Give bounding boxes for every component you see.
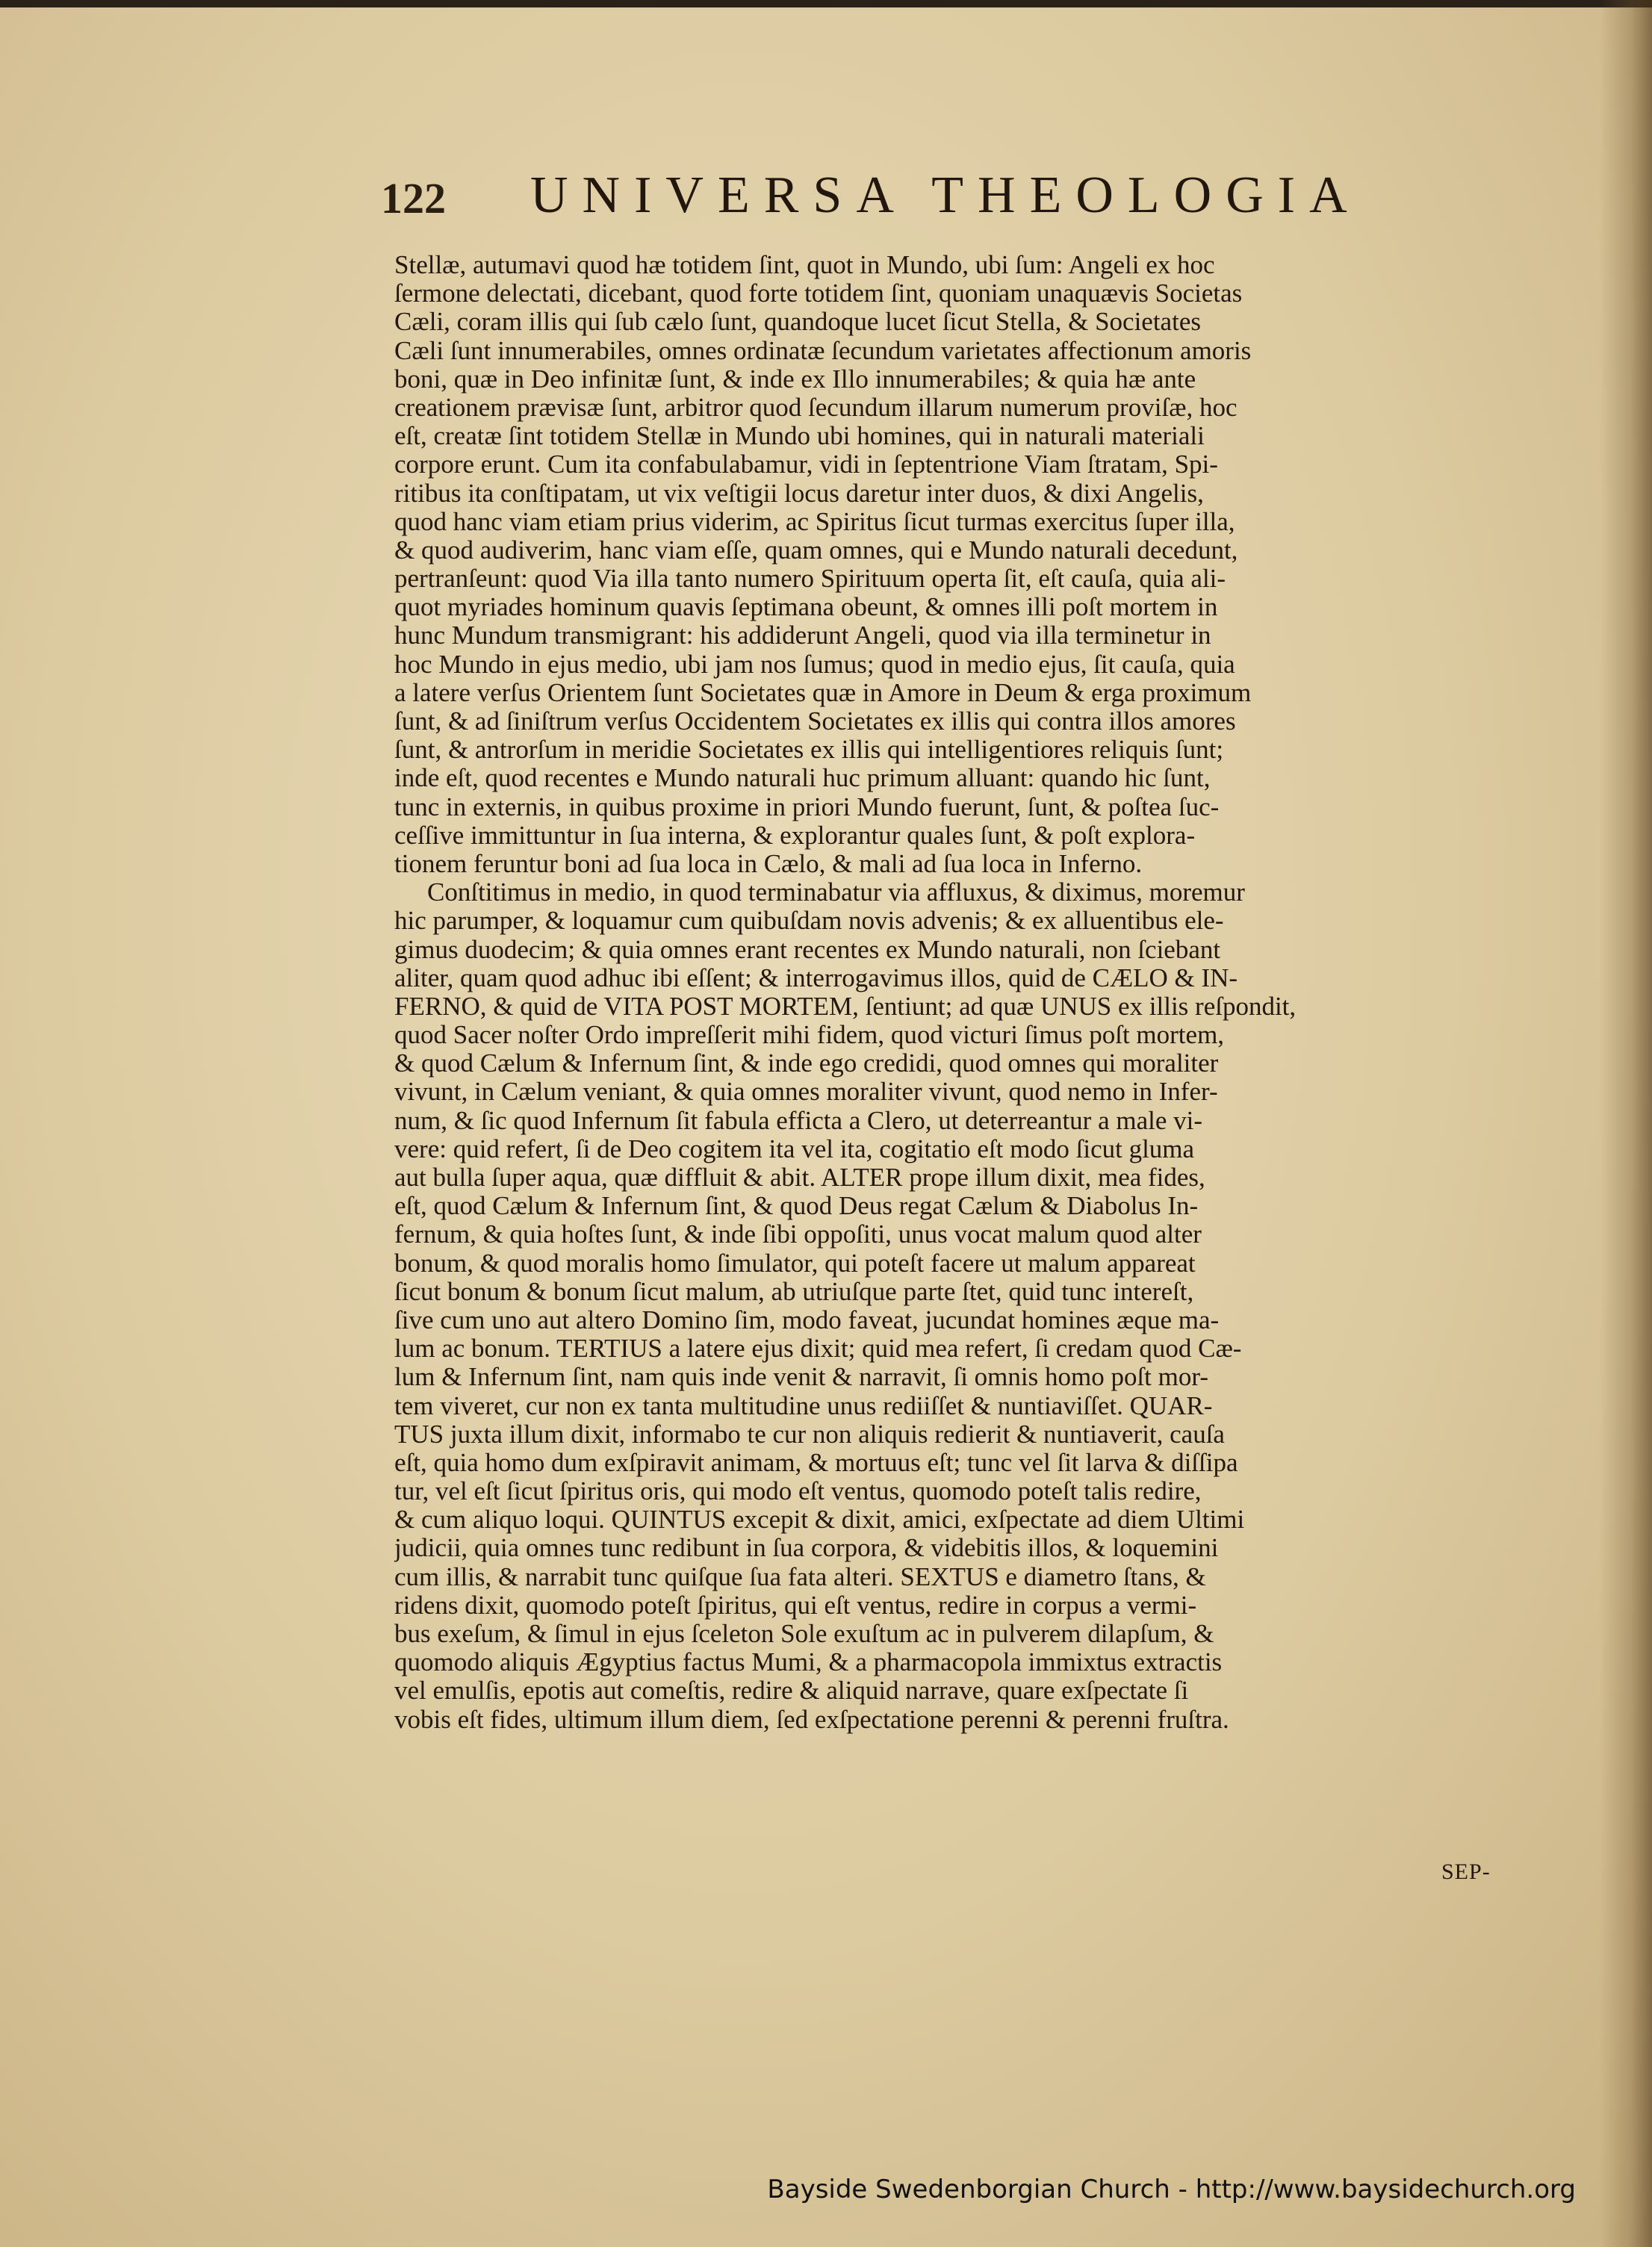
text-line: boni, quæ in Deo infinitæ ſunt, & inde ex Illo innumerabiles; & quia hæ ante — [394, 364, 1196, 394]
text-line: Cæli, coram illis qui ſub cælo ſunt, quandoque lucet ſicut Stella, & Societates — [394, 308, 1201, 337]
text-line: Stellæ, autumavi quod hæ totidem ſint, quot in Mundo, ubi ſum: Angeli ex hoc — [394, 251, 1215, 279]
text-line: fernum, & quia hoſtes ſunt, & inde ſibi oppoſiti, unus vocat malum quod alter — [394, 1220, 1202, 1249]
page-spine-shadow — [1600, 0, 1652, 2247]
text-line: ſermone delectati, dicebant, quod forte totidem ſint, quoniam unaquævis Societas — [394, 279, 1243, 308]
text-line: ſicut bonum & bonum ſicut malum, ab utriuſque parte ſtet, quid tunc intereſt, — [394, 1277, 1194, 1306]
text-line: vobis eſt fides, ultimum illum diem, ſed exſpectatione perenni & perenni fruſtra. — [394, 1705, 1229, 1734]
text-line: tionem feruntur boni ad ſua loca in Cælo, & mali ad ſua loca in Inferno. — [394, 849, 1143, 878]
text-line: tem viveret, cur non ex tanta multitudine unus rediiſſet & nuntiaviſſet. QUAR- — [394, 1391, 1213, 1420]
text-line: quod hanc viam etiam prius viderim, ac Spiritus ſicut turmas exercitus ſuper illa, — [394, 507, 1235, 536]
text-line: vel emulſis, epotis aut comeſtis, redire & aliquid narrave, quare exſpectate ſi — [394, 1676, 1189, 1706]
text-line: & quod audiverim, hanc viam eſſe, quam omnes, qui e Mundo naturali decedunt, — [394, 535, 1238, 565]
text-line: hic parumper, & loquamur cum quibuſdam novis advenis; & ex alluentibus ele- — [394, 907, 1224, 936]
text-line: ſive cum uno aut altero Domino ſim, modo faveat, jucundat homines æque ma- — [394, 1305, 1220, 1334]
body-text — [394, 251, 1515, 1734]
text-line: tur, vel eſt ſicut ſpiritus oris, qui modo eſt ventus, quomodo poteſt talis redire, — [394, 1477, 1202, 1506]
text-line: bonum, & quod moralis homo ſimulator, qui poteſt facere ut malum appareat — [394, 1249, 1196, 1278]
text-line: TUS juxta illum dixit, informabo te cur non aliquis redierit & nuntiaverit, cauſa — [394, 1420, 1225, 1449]
text-line: ceſſive immittuntur in ſua interna, & explorantur quales ſunt, & poſt explora- — [394, 821, 1196, 850]
text-line: inde eſt, quod recentes e Mundo naturali huc primum alluant: quando hic ſunt, — [394, 764, 1211, 793]
text-line: vere: quid refert, ſi de Deo cogitem ita vel ita, cogitatio eſt modo ſicut gluma — [394, 1134, 1195, 1163]
text-line: a latere verſus Orientem ſunt Societates quæ in Amore in Deum & erga proximum — [394, 678, 1252, 707]
text-line: cum illis, & narrabit tunc quiſque ſua fata alteri. SEXTUS e diametro ſtans, & — [394, 1562, 1206, 1591]
text-line: quomodo aliquis Ægyptius factus Mumi, & a pharmacopola immixtus extractis — [394, 1648, 1223, 1677]
text-line: Cæli ſunt innumerabiles, omnes ordinatæ ſecundum varietates affectionum amoris — [394, 336, 1252, 365]
page-top-edge — [0, 0, 1652, 7]
text-line: lum ac bonum. TERTIUS a latere ejus dixit; quid mea refert, ſi credam quod Cæ- — [394, 1334, 1242, 1364]
text-line: ſunt, & antrorſum in meridie Societates ex illis qui intelligentiores reliquis ſunt; — [394, 736, 1224, 765]
text-line: gimus duodecim; & quia omnes erant recentes ex Mundo naturali, non ſciebant — [394, 935, 1221, 964]
text-line: ſunt, & ad ſiniſtrum verſus Occidentem Societates ex illis qui contra illos amores — [394, 707, 1236, 736]
text-line: eſt, creatæ ſint totidem Stellæ in Mundo ubi homines, qui in naturali materiali — [394, 422, 1205, 451]
page-number: 122 — [381, 174, 446, 223]
text-line: num, & ſic quod Infernum ſit fabula efficta a Clero, ut deterreantur a male vi- — [394, 1106, 1203, 1135]
text-line: hunc Mundum transmigrant: his addiderunt Angeli, quod via illa terminetur in — [394, 621, 1211, 650]
text-line: eſt, quia homo dum exſpiravit animam, & mortuus eſt; tunc vel ſit larva & diſſipa — [394, 1448, 1238, 1477]
text-line: tunc in externis, in quibus proxime in priori Mundo fuerunt, ſunt, & poſtea ſuc- — [394, 792, 1220, 821]
text-line: pertranſeunt: quod Via illa tanto numero Spirituum operta ſit, eſt cauſa, quia ali- — [394, 565, 1226, 594]
text-line: lum & Infernum ſint, nam quis inde venit & narravit, ſi omnis homo poſt mor- — [394, 1363, 1208, 1392]
text-line: creationem prævisæ ſunt, arbitror quod ſecundum illarum numerum proviſæ, hoc — [394, 393, 1238, 422]
text-line: aut bulla ſuper aqua, quæ diffluit & abit. ALTER prope illum dixit, mea fides, — [394, 1163, 1205, 1192]
text-line: FERNO, & quid de VITA POST MORTEM, ſentiunt; ad quæ UNUS ex illis reſpondit, — [394, 992, 1297, 1021]
text-line: ridens dixit, quomodo poteſt ſpiritus, qui eſt ventus, redire in corpus a vermi- — [394, 1591, 1197, 1620]
text-line: bus exeſum, & ſimul in ejus ſceleton Sole exuſtum ac in pulverem dilapſum, & — [394, 1620, 1214, 1648]
catchword: SEP- — [1441, 1859, 1491, 1884]
page-header — [381, 166, 1516, 233]
text-line: ritibus ita conſtipatam, ut vix veſtigii locus daretur inter duos, & dixi Angelis, — [394, 479, 1204, 508]
watermark-caption: Bayside Swedenborgian Church - http://www.baysidechurch.org — [767, 2175, 1576, 2204]
text-line: aliter, quam quod adhuc ibi eſſent; & interrogavimus illos, quid de CÆLO & IN- — [394, 963, 1238, 992]
text-line: Conſtitimus in medio, in quod terminabatur via affluxus, & diximus, moremur — [427, 878, 1245, 907]
text-line: & cum aliquo loqui. QUINTUS excepit & dixit, amici, exſpectate ad diem Ultimi — [394, 1505, 1245, 1535]
text-line: hoc Mundo in ejus medio, ubi jam nos ſumus; quod in medio ejus, ſit cauſa, quia — [394, 650, 1235, 679]
text-line: quot myriades hominum quavis ſeptimana obeunt, & omnes illi poſt mortem in — [394, 593, 1218, 622]
running-title: UNIVERSA THEOLOGIA — [530, 167, 1361, 224]
text-line: judicii, quia omnes tunc redibunt in ſua corpora, & videbitis illos, & loquemini — [394, 1534, 1219, 1563]
text-line: corpore erunt. Cum ita confabulabamur, vidi in ſeptentrione Viam ſtratam, Spi- — [394, 450, 1218, 479]
text-line: vivunt, in Cælum veniant, & quia omnes moraliter vivunt, quod nemo in Infer- — [394, 1078, 1218, 1107]
text-line: quod Sacer noſter Ordo impreſſerit mihi fidem, quod victuri ſimus poſt mortem, — [394, 1021, 1225, 1050]
text-line: eſt, quod Cælum & Infernum ſint, & quod Deus regat Cælum & Diabolus In- — [394, 1192, 1199, 1221]
text-line: & quod Cælum & Infernum ſint, & inde ego credidi, quod omnes qui moraliter — [394, 1049, 1219, 1078]
